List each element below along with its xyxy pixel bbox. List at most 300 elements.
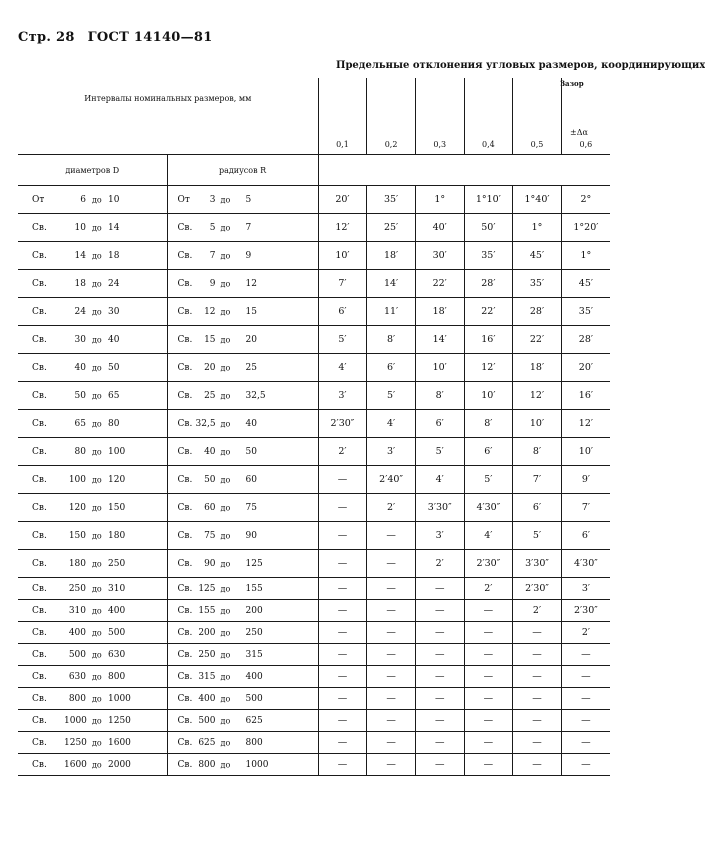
tolerance-value: 1°20′ [561,214,610,242]
tolerance-value: 10′ [513,410,562,438]
diameter-prefix: Св. [32,530,47,541]
tolerance-value: — [367,600,416,622]
radius-to-word: до [220,738,231,747]
diameter-to: 24 [108,278,120,289]
diameter-from: 310 [68,605,86,616]
standard-number: ГОСТ 14140—81 [87,30,213,45]
radius-from: 32,5 [195,418,216,429]
tolerance-value: — [318,550,367,578]
tolerance-value: 22′ [513,326,562,354]
table-row [18,382,610,410]
radius-to: 1000 [245,759,269,770]
diameter-interval [18,710,167,732]
table-row [18,522,610,550]
tolerance-value: — [561,710,610,732]
tolerance-value: 5′ [415,438,464,466]
radius-to-word: до [220,447,231,456]
diameter-interval [18,354,167,382]
tolerance-value: 16′ [464,326,513,354]
radius-prefix: Св. [177,759,193,770]
table-row [18,326,610,354]
radius-from: 9 [209,278,216,289]
diameter-from: 24 [74,306,86,317]
tolerance-value: — [513,644,562,666]
radius-prefix: Св. [177,418,193,429]
diameter-interval [18,242,167,270]
radius-prefix: Св. [177,502,193,513]
gap-header-1: 0,2 [367,78,416,155]
radius-to-word: до [220,650,231,659]
tolerance-value: — [464,666,513,688]
tolerance-value: 8′ [415,382,464,410]
tolerance-value: 12′ [513,382,562,410]
radius-to-word: до [220,307,231,316]
radius-to-word: до [220,419,231,428]
tolerance-value: 18′ [415,298,464,326]
radius-prefix: Св. [177,558,193,569]
radius-from: 500 [198,715,216,726]
diameter-from: 1250 [64,737,87,748]
diameter-to-word: до [92,419,102,428]
tolerance-value: 40′ [415,214,464,242]
diameter-from: 30 [74,334,86,345]
radius-to: 7 [245,222,252,233]
diameter-to: 1250 [108,715,131,726]
radius-interval [167,270,318,298]
diameter-from: 120 [68,502,86,513]
radius-interval [167,242,318,270]
tolerance-value: — [367,688,416,710]
radius-to: 32,5 [245,390,266,401]
radius-prefix: Св. [177,649,193,660]
radius-from: 25 [204,390,216,401]
tolerance-value: 2′30″ [318,410,367,438]
tolerance-value: — [513,710,562,732]
table-row [18,644,610,666]
radius-to: 20 [245,334,257,345]
diameter-prefix: Св. [32,583,47,594]
radius-to: 40 [245,418,257,429]
tolerance-value: 2′40″ [367,466,416,494]
tolerance-value: 1° [561,242,610,270]
diameter-from: 500 [68,649,86,660]
diameter-interval [18,522,167,550]
table-row [18,754,610,776]
radius-to: 12 [245,278,257,289]
table-row [18,688,610,710]
radius-prefix: Св. [177,715,193,726]
diameter-interval [18,600,167,622]
radius-to: 5 [245,194,252,205]
tolerance-value: — [415,666,464,688]
radius-interval [167,494,318,522]
tolerance-value: 1° [415,186,464,214]
tolerance-value: — [415,600,464,622]
tolerance-value: 1°10′ [464,186,513,214]
tolerance-value: 2′ [367,494,416,522]
tolerance-value: 10′ [464,382,513,410]
diameter-from: 18 [74,278,86,289]
radius-from: 50 [204,474,216,485]
radius-prefix: Св. [177,605,193,616]
tolerance-value: — [318,666,367,688]
radius-to: 15 [245,306,257,317]
tolerance-value: — [513,754,562,776]
section-title: Предельные отклонения угловых размеров, координирующих [336,60,705,71]
diameter-to-word: до [92,584,102,593]
tolerance-value: — [318,732,367,754]
table-row [18,600,610,622]
tolerance-value: 35′ [561,298,610,326]
tolerance-value: 4′30″ [464,494,513,522]
tolerance-value: 10′ [318,242,367,270]
diameter-to: 1600 [108,737,131,748]
radius-to: 800 [245,737,263,748]
tolerance-value: 7′ [318,270,367,298]
tolerance-value: 2′ [318,438,367,466]
radius-to-word: до [220,606,231,615]
radius-prefix: Св. [177,671,193,682]
diameter-prefix: Св. [32,222,47,233]
diameter-interval [18,382,167,410]
radius-to-word: до [220,335,231,344]
page-header [18,30,221,45]
tolerance-value: 6′ [561,522,610,550]
tolerance-value: 20′ [561,354,610,382]
tolerance-value: — [513,622,562,644]
tolerance-value: 45′ [513,242,562,270]
diameter-interval [18,186,167,214]
tolerance-value: — [513,688,562,710]
radius-from: 15 [204,334,216,345]
diameter-to-word: до [92,251,102,260]
radius-to-word: до [220,391,231,400]
diameter-from: 180 [68,558,86,569]
radius-prefix: Св. [177,278,193,289]
diameter-prefix: Св. [32,649,47,660]
tolerance-table [18,78,610,776]
gap-header-0: 0,1 [318,78,367,155]
table-row [18,242,610,270]
tolerance-value: — [318,622,367,644]
tolerance-value: 5′ [513,522,562,550]
diameter-to: 310 [108,583,126,594]
radius-interval [167,298,318,326]
radius-to-word: до [220,195,231,204]
diameter-from: 10 [74,222,86,233]
tolerance-value: — [561,666,610,688]
tolerance-value: — [464,644,513,666]
radius-to-word: до [220,531,231,540]
diameter-to: 180 [108,530,126,541]
radius-from: 75 [204,530,216,541]
tolerance-value: — [318,688,367,710]
tolerance-value: 28′ [561,326,610,354]
tolerance-value: — [464,754,513,776]
header-row-columns [18,155,610,186]
diameter-interval [18,326,167,354]
radius-interval [167,354,318,382]
table-row [18,732,610,754]
radius-interval [167,644,318,666]
tolerance-value: 11′ [367,298,416,326]
diameter-interval [18,270,167,298]
radius-to: 155 [245,583,263,594]
tolerance-header-cell [318,155,610,186]
gap-header-5: 0,6 [561,78,610,155]
table-row [18,494,610,522]
radius-prefix: Св. [177,737,193,748]
tolerance-value: 14′ [367,270,416,298]
radius-to: 200 [245,605,263,616]
tolerance-value: 7′ [513,466,562,494]
radius-to: 60 [245,474,257,485]
diameter-interval [18,550,167,578]
diameter-from: 14 [74,250,86,261]
radius-to-word: до [220,628,231,637]
radius-interval [167,600,318,622]
radius-to-word: до [220,251,231,260]
diameter-to: 40 [108,334,120,345]
radius-interval [167,688,318,710]
radius-from: 20 [204,362,216,373]
table-row [18,710,610,732]
tolerance-value: 2′ [561,622,610,644]
diameter-to-word: до [92,475,102,484]
table-row [18,410,610,438]
diameter-to: 80 [108,418,120,429]
tolerance-value: 9′ [561,466,610,494]
radius-to-word: до [220,559,231,568]
tolerance-value: — [513,732,562,754]
tolerance-value: 4′ [367,410,416,438]
tolerance-value: — [367,666,416,688]
radius-interval [167,326,318,354]
radius-to-word: до [220,363,231,372]
diameter-to-word: до [92,738,102,747]
radius-interval [167,710,318,732]
radius-to: 90 [245,530,257,541]
tolerance-value: 5′ [367,382,416,410]
radius-interval [167,732,318,754]
tolerance-value: — [367,622,416,644]
radius-to: 250 [245,627,263,638]
tolerance-value: — [415,754,464,776]
tolerance-value: 4′ [415,466,464,494]
tolerance-value: 6′ [464,438,513,466]
tolerance-value: — [464,688,513,710]
diameter-from: 50 [74,390,86,401]
diameter-interval [18,494,167,522]
diameter-to-word: до [92,559,102,568]
diameter-to: 630 [108,649,126,660]
radius-interval [167,754,318,776]
tolerance-value: 4′30″ [561,550,610,578]
radius-to: 625 [245,715,263,726]
diameter-to: 30 [108,306,120,317]
table-row [18,438,610,466]
radius-to: 25 [245,362,257,373]
tolerance-value: 3′ [367,438,416,466]
diameter-interval [18,298,167,326]
tolerance-value: — [367,550,416,578]
diameter-prefix: Св. [32,693,47,704]
diameter-prefix: Св. [32,715,47,726]
gap-label: Зазор [560,79,584,88]
diameter-to: 14 [108,222,120,233]
radius-interval [167,666,318,688]
radius-prefix: Св. [177,334,193,345]
diameter-interval [18,466,167,494]
diameter-prefix: Св. [32,250,47,261]
diameter-interval [18,666,167,688]
radius-prefix: Св. [177,693,193,704]
tolerance-value: — [367,754,416,776]
tolerance-value: 5′ [318,326,367,354]
tolerance-value: — [464,600,513,622]
radius-from: 625 [198,737,216,748]
diameter-to: 100 [108,446,126,457]
tolerance-value: 12′ [561,410,610,438]
radius-from: 155 [198,605,216,616]
tolerance-value: 8′ [367,326,416,354]
tolerance-value: — [513,666,562,688]
tolerance-value: — [561,644,610,666]
diameter-prefix: Св. [32,362,47,373]
tolerance-value: — [318,578,367,600]
radius-prefix: Св. [177,583,193,594]
radius-from: 400 [198,693,216,704]
tolerance-value: — [367,710,416,732]
tolerance-value: — [415,710,464,732]
radius-prefix: Св. [177,362,193,373]
radius-to: 9 [245,250,252,261]
diameter-from: 250 [68,583,86,594]
diameter-to: 400 [108,605,126,616]
tolerance-value: — [318,522,367,550]
diameter-to-word: до [92,650,102,659]
radius-interval [167,410,318,438]
radius-to-word: до [220,584,231,593]
tolerance-value: — [561,732,610,754]
gap-header-3: 0,4 [464,78,513,155]
tolerance-value: — [561,688,610,710]
radius-prefix: Св. [177,530,193,541]
tolerance-value: 35′ [367,186,416,214]
gap-header-4: 0,5 [513,78,562,155]
diameter-prefix: Св. [32,334,47,345]
tolerance-value: 1°40′ [513,186,562,214]
diameter-to-word: до [92,716,102,725]
tolerance-value: 50′ [464,214,513,242]
tolerance-value: 6′ [318,298,367,326]
tolerance-value: — [415,578,464,600]
tolerance-value: 22′ [415,270,464,298]
tolerance-value: 35′ [464,242,513,270]
table-row [18,298,610,326]
tolerance-value: 6′ [415,410,464,438]
tolerance-value: — [415,644,464,666]
diameter-from: 150 [68,530,86,541]
diameter-from: 65 [74,418,86,429]
diameter-interval [18,644,167,666]
tolerance-value: — [464,710,513,732]
diameter-to: 150 [108,502,126,513]
radius-interval [167,186,318,214]
radius-to-word: до [220,760,231,769]
radius-prefix: От [177,194,190,205]
diameter-from: 40 [74,362,86,373]
tolerance-value: 3′ [561,578,610,600]
diameter-to: 50 [108,362,120,373]
tolerance-value: 2′30″ [513,578,562,600]
diameter-to-word: до [92,307,102,316]
tolerance-value: 2′ [415,550,464,578]
tolerance-value: — [415,622,464,644]
radius-from: 800 [198,759,216,770]
diameter-to: 800 [108,671,126,682]
diameter-to-word: до [92,628,102,637]
tolerance-value: 3′30″ [513,550,562,578]
diameter-from: 1000 [64,715,87,726]
tolerance-value: 10′ [415,354,464,382]
tolerance-value: — [318,494,367,522]
tolerance-value: — [561,754,610,776]
table-row [18,466,610,494]
radius-interval [167,214,318,242]
table-row [18,354,610,382]
diameter-prefix: Св. [32,671,47,682]
tolerance-value: — [318,600,367,622]
diameter-interval [18,732,167,754]
diameter-from: 80 [74,446,86,457]
diameter-to-word: до [92,672,102,681]
tolerance-value: 2′30″ [561,600,610,622]
tolerance-value: — [367,522,416,550]
tolerance-value: — [367,732,416,754]
radius-interval [167,622,318,644]
diameter-interval [18,622,167,644]
tolerance-value: 7′ [561,494,610,522]
tolerance-value: 28′ [464,270,513,298]
diameter-prefix: Св. [32,627,47,638]
diameter-to: 1000 [108,693,131,704]
diameter-to: 18 [108,250,120,261]
tolerance-value: 14′ [415,326,464,354]
diameter-prefix: Св. [32,502,47,513]
table-row [18,550,610,578]
tolerance-value: 8′ [513,438,562,466]
tolerance-value: — [464,622,513,644]
radius-prefix: Св. [177,250,193,261]
tolerance-value: — [318,644,367,666]
tolerance-value: 12′ [318,214,367,242]
radius-from: 90 [204,558,216,569]
tolerance-value: 4′ [464,522,513,550]
table-row [18,578,610,600]
diameter-prefix: От [32,194,45,205]
tolerance-value: 25′ [367,214,416,242]
diameter-prefix: Св. [32,278,47,289]
diameter-prefix: Св. [32,446,47,457]
page-number: Стр. 28 [18,30,75,45]
table-row [18,214,610,242]
diameter-prefix: Св. [32,474,47,485]
diameter-interval [18,578,167,600]
table-row [18,270,610,298]
tolerance-value: 2′ [464,578,513,600]
radius-prefix: Св. [177,474,193,485]
